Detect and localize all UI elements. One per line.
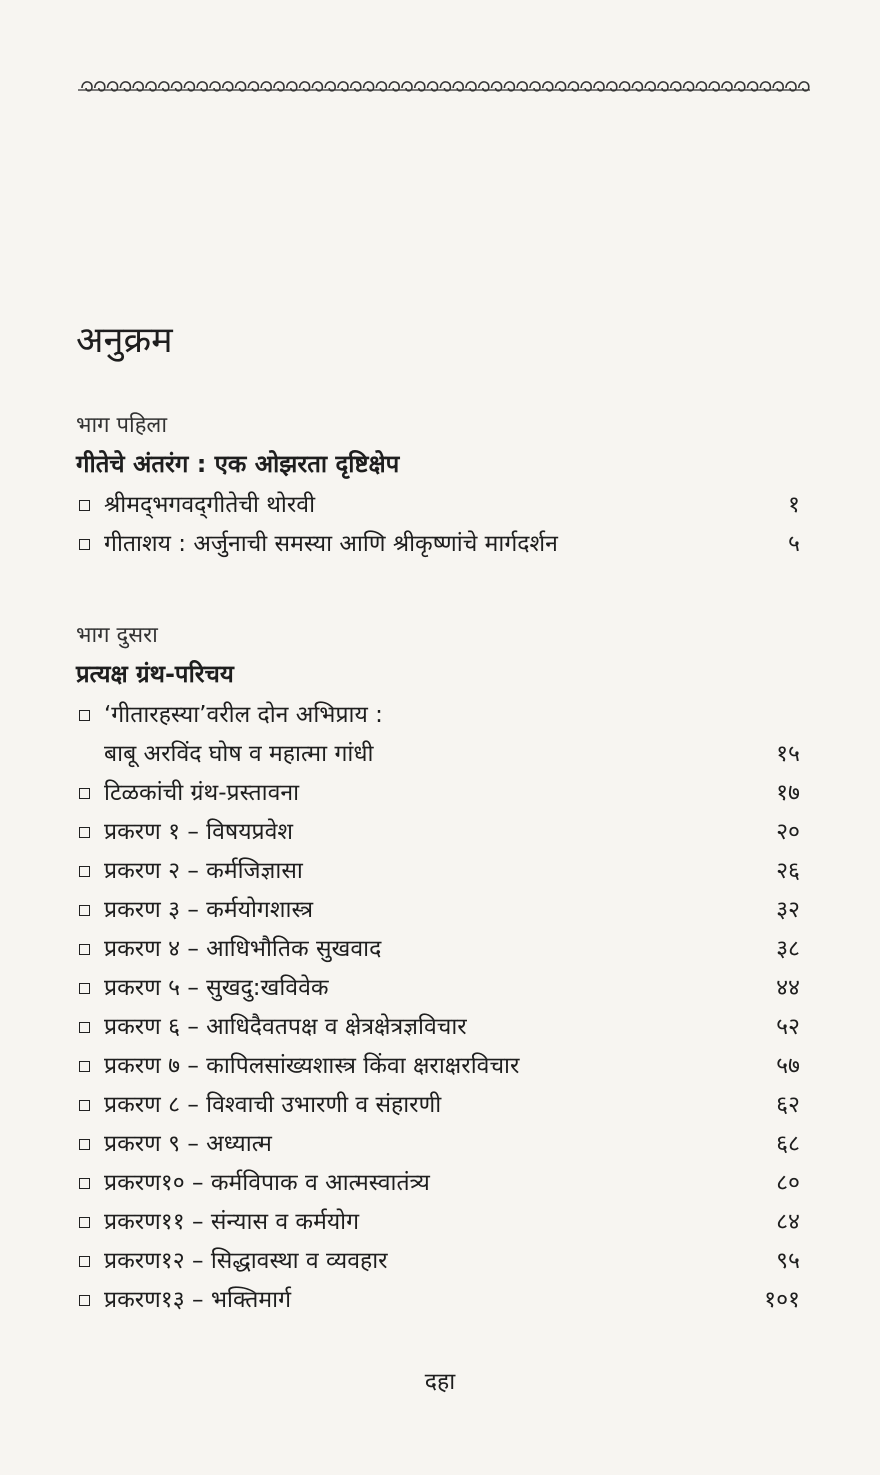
bullet-box-icon: [79, 905, 90, 916]
entry-page-number: ६२: [776, 1092, 800, 1118]
part-label: भाग पहिला: [76, 413, 168, 438]
entry-title: प्रकरण ४ – आधिभौतिक सुखवाद: [104, 936, 382, 962]
page-title: अनुक्रम: [76, 320, 173, 361]
entry-title: प्रकरण१२ – सिद्धावस्था व व्यवहार: [104, 1248, 388, 1274]
bullet-box-icon: [79, 1100, 90, 1111]
bullet-box-icon: [79, 983, 90, 994]
bullet-box-icon: [79, 539, 90, 550]
entry-title: प्रकरण ५ – सुखदु:खविवेक: [104, 975, 329, 1001]
toc-entry: [76, 813, 800, 852]
entry-page-number: ८४: [776, 1209, 800, 1235]
bullet-box-icon: [79, 1295, 90, 1306]
entry-page-number: ३८: [776, 936, 800, 962]
entry-title: प्रकरण ८ – विश्वाची उभारणी व संहारणी: [104, 1092, 442, 1118]
entry-title: प्रकरण ६ – आधिदैवतपक्ष व क्षेत्रक्षेत्रज्ञविचार: [104, 1014, 467, 1040]
entry-title: टिळकांची ग्रंथ-प्रस्तावना: [104, 780, 300, 806]
toc-entry: [76, 1164, 800, 1203]
entry-title: श्रीमद्‌भगवद्‌गीतेची थोरवी: [104, 492, 316, 518]
entry-page-number: १७: [776, 780, 800, 806]
toc-entry: [76, 852, 800, 891]
toc-entry: [76, 1281, 800, 1320]
toc-entry: [76, 774, 800, 813]
entry-page-number: १: [788, 492, 800, 518]
bullet-box-icon: [79, 1178, 90, 1189]
entry-title: प्रकरण ३ – कर्मयोगशास्त्र: [104, 897, 314, 923]
bullet-box-icon: [79, 944, 90, 955]
part-heading: प्रत्यक्ष ग्रंथ-परिचय: [76, 660, 234, 688]
bullet-box-icon: [79, 710, 90, 721]
part-one: [76, 408, 800, 564]
toc-entry: [76, 930, 800, 969]
toc-entry: [76, 1086, 800, 1125]
toc-entry: [76, 891, 800, 930]
entry-title: प्रकरण१३ – भक्तिमार्ग: [104, 1287, 292, 1313]
toc-entry: [76, 1242, 800, 1281]
entry-page-number: १०१: [764, 1287, 800, 1313]
part-heading: गीतेचे अंतरंग : एक ओझरता दृष्टिक्षेप: [76, 450, 400, 478]
entry-title: प्रकरण १ – विषयप्रवेश: [104, 819, 294, 845]
page-folio: दहा: [424, 1369, 456, 1395]
entry-page-number: ३२: [776, 897, 800, 923]
entry-title: प्रकरण २ – कर्मजिज्ञासा: [104, 858, 303, 884]
entry-title: प्रकरण११ – संन्यास व कर्मयोग: [104, 1209, 360, 1235]
toc-entry: [76, 486, 800, 525]
bullet-box-icon: [79, 827, 90, 838]
entry-page-number: २०: [776, 819, 800, 845]
table-of-contents: [76, 408, 800, 1320]
entry-page-number: २६: [776, 858, 800, 884]
entry-page-number: ८०: [776, 1170, 800, 1196]
bullet-box-icon: [79, 1256, 90, 1267]
toc-entry: [76, 969, 800, 1008]
entry-page-number: ४४: [776, 975, 800, 1001]
entry-title: प्रकरण१० – कर्मविपाक व आत्मस्वातंत्र्य: [104, 1170, 430, 1196]
bullet-box-icon: [79, 1139, 90, 1150]
toc-entry: [76, 1008, 800, 1047]
entry-title: गीताशय : अर्जुनाची समस्या आणि श्रीकृष्णांचे मार्गदर्शन: [104, 531, 558, 557]
bullet-box-icon: [79, 788, 90, 799]
entry-page-number: १५: [776, 741, 800, 767]
entry-page-number: ५२: [776, 1014, 800, 1040]
part-two: [76, 618, 800, 1320]
entry-title: प्रकरण ९ – अध्यात्म: [104, 1131, 272, 1157]
entry-page-number: ५: [788, 531, 800, 557]
entry-page-number: ९५: [776, 1248, 800, 1274]
toc-entry: [76, 1047, 800, 1086]
bullet-box-icon: [79, 1061, 90, 1072]
bullet-box-icon: [79, 1217, 90, 1228]
toc-entry: [76, 525, 800, 564]
entry-page-number: ५७: [776, 1053, 800, 1079]
part-label: भाग दुसरा: [76, 623, 158, 648]
entry-title: ‘गीतारहस्या’वरील दोन अभिप्राय :: [104, 702, 383, 728]
entry-page-number: ६८: [776, 1131, 800, 1157]
scroll-ornament-border: [76, 70, 816, 98]
bullet-box-icon: [79, 500, 90, 511]
toc-entry: [76, 1203, 800, 1242]
toc-entry: [76, 1125, 800, 1164]
bullet-box-icon: [79, 866, 90, 877]
entry-title-continuation: बाबू अरविंद घोष व महात्मा गांधी: [104, 741, 374, 767]
bullet-box-icon: [79, 1022, 90, 1033]
entry-title: प्रकरण ७ – कापिलसांख्यशास्त्र किंवा क्षराक्षरविचार: [104, 1053, 520, 1079]
toc-entry: [76, 696, 800, 774]
